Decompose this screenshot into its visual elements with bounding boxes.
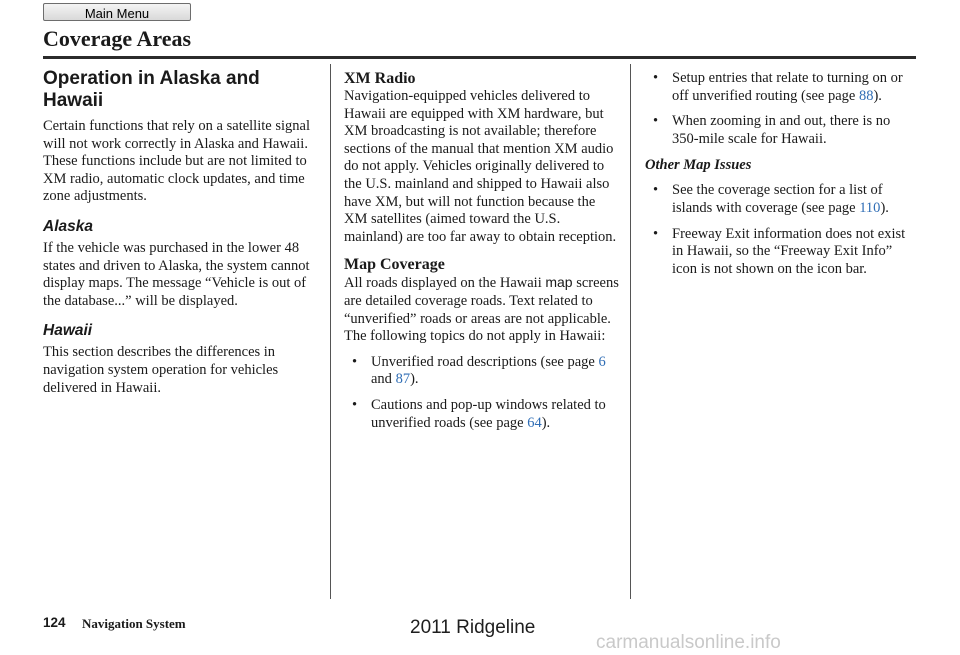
- unverified-list: [645, 70, 920, 148]
- page-number: 124: [43, 615, 66, 630]
- page-link-6[interactable]: 6: [598, 353, 606, 370]
- list-item: • Cautions and pop-up windows related to unverified roads (see page 64).: [344, 397, 619, 432]
- xm-radio-heading: XM Radio: [344, 70, 416, 87]
- column-1: [43, 68, 318, 397]
- other-issues-list: [645, 182, 920, 278]
- list-item: • Setup entries that relate to turning on or off unverified routing (see page 88).: [645, 70, 920, 105]
- column-2: [344, 70, 619, 432]
- main-menu-button[interactable]: Main Menu: [43, 3, 191, 21]
- map-coverage-paragraph: All roads displayed on the Hawaii map screens are detailed coverage roads. Text related to “unverified” roads or areas are not applicable. The following topics do not apply in Hawaii:: [344, 274, 619, 345]
- column-divider-2: [630, 64, 631, 599]
- page-title: Coverage Areas: [43, 26, 192, 51]
- intro-paragraph: Certain functions that rely on a satellite signal will not work correctly in Alaska and Hawaii. These functions include but are not limited to XM radio, automatic clock updates, and time zone adjustments.: [43, 118, 310, 205]
- hawaii-paragraph: This section describes the differences in navigation system operation for vehicles delivered in Hawaii.: [43, 344, 279, 396]
- page-link-110[interactable]: 110: [859, 199, 881, 216]
- alaska-paragraph: If the vehicle was purchased in the lower 48 states and driven to Alaska, the system cannot display maps. The message “Vehicle is out of the database...” will be displayed.: [43, 239, 310, 309]
- page-link-88[interactable]: 88: [858, 87, 874, 104]
- list-item: • See the coverage section for a list of islands with coverage (see page 110).: [645, 182, 920, 217]
- list-item: • Unverified road descriptions (see page 6 and 87).: [344, 354, 619, 389]
- other-map-issues-heading: Other Map Issues: [645, 157, 752, 174]
- map-coverage-list: [344, 354, 619, 432]
- watermark-site: carmanualsonline.info: [596, 632, 781, 653]
- column-3: [645, 70, 920, 278]
- watermark-model: 2011 Ridgeline: [410, 617, 536, 638]
- xm-radio-paragraph: Navigation-equipped vehicles delivered to Hawaii are equipped with XM hardware, but XM broadcasting is not available; therefore sections of the manual that mention XM audio do not apply. Vehicles originally delivered to the U.S. mainland and shipped to Hawaii also have XM, but will not function because the XM satellites (aimed toward the U.S. mainland) are too far away to obtain reception.: [344, 88, 617, 245]
- footer-label: Navigation System: [82, 616, 186, 631]
- alaska-heading: Alaska: [43, 217, 93, 235]
- map-coverage-heading: Map Coverage: [344, 256, 445, 274]
- list-item: • Freeway Exit information does not exist in Hawaii, so the “Freeway Exit Info” icon is not shown on the icon bar.: [645, 226, 920, 279]
- title-rule: [43, 56, 916, 59]
- column-divider-1: [330, 64, 331, 599]
- hawaii-heading: Hawaii: [43, 322, 93, 340]
- page-link-87[interactable]: 87: [395, 371, 411, 388]
- list-item: • When zooming in and out, there is no 350-mile scale for Hawaii.: [645, 113, 920, 148]
- section-heading-alaska-hawaii: Operation in Alaska and Hawaii: [43, 68, 260, 111]
- page-link-64[interactable]: 64: [527, 414, 542, 431]
